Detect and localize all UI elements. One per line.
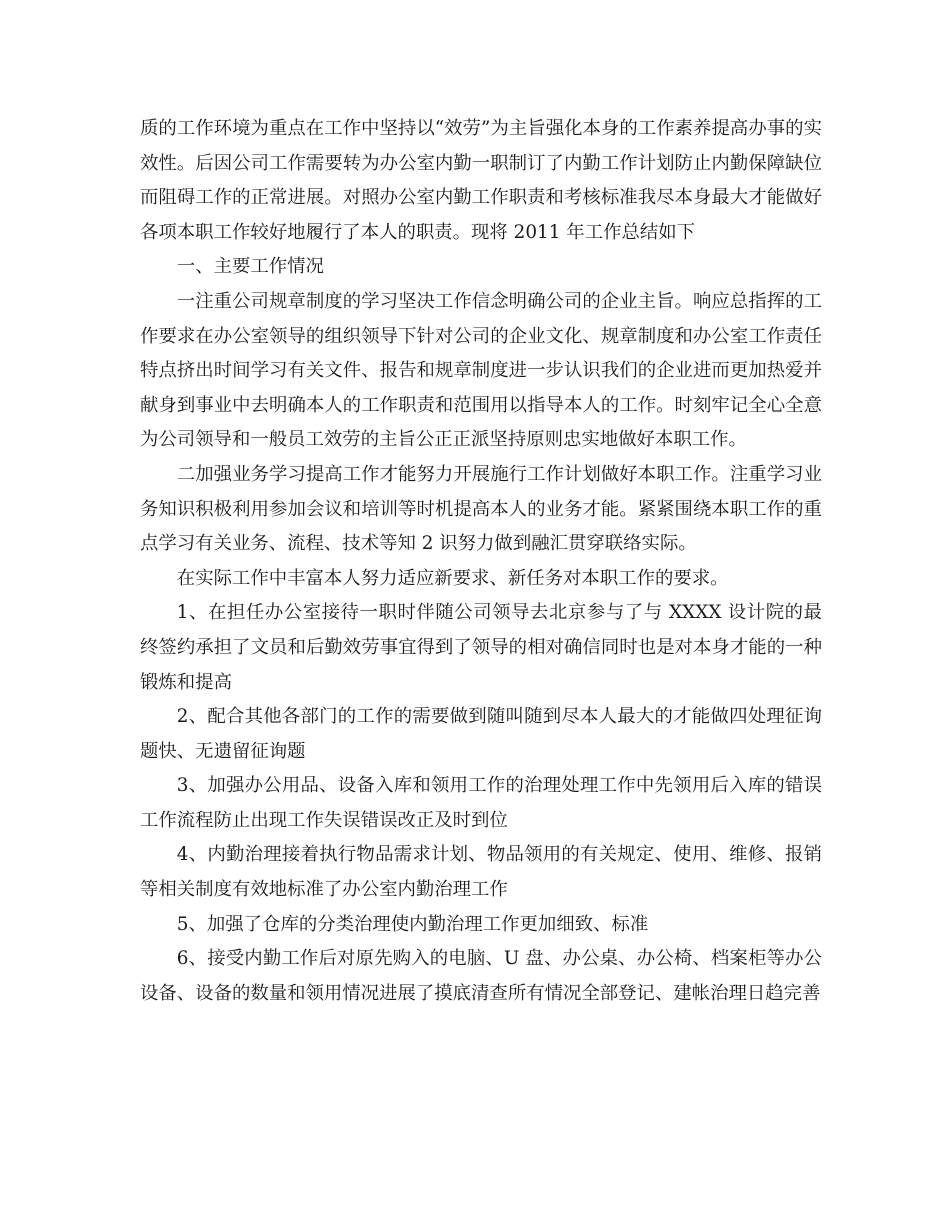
- paragraph-intro-continuation: 质的工作环境为重点在工作中坚持以“效劳”为主旨强化本身的工作素养提高办事的实效性。后因公司工作需要转为办公室内勤一职制订了内勤工作计划防止内勤保障缺位而阻碍工作的正常进展。对照办公室内勤工作职责和考核标准我尽本身最大才能做好各项本职工作较好地履行了本人的职责。现将 2011 年工作总结如下: [140, 118, 822, 243]
- list-item-6: 6、接受内勤工作后对原先购入的电脑、U 盘、办公桌、办公椅、档案柜等办公设备、设备的数量和领用情况进展了摸底清查所有情况全部登记、建帐治理日趋完善: [140, 948, 822, 1004]
- document-body: [140, 112, 822, 1011]
- list-item-4: 4、内勤治理接着执行物品需求计划、物品领用的有关规定、使用、维修、报销等相关制度有效地标准了办公室内勤治理工作: [140, 844, 822, 901]
- paragraph-practice-intro: 在实际工作中丰富本人努力适应新要求、新任务对本职工作的要求。: [176, 567, 729, 589]
- section-heading-main-work: 一、主要工作情况: [176, 256, 324, 278]
- list-item-3: 3、加强办公用品、设备入库和领用工作的治理处理工作中先领用后入库的错误工作流程防止出现工作失误错误改正及时到位: [140, 775, 822, 831]
- list-item-5: 5、加强了仓库的分类治理使内勤治理工作更加细致、标准: [176, 913, 649, 935]
- list-item-2: 2、配合其他各部门的工作的需要做到随叫随到尽本人最大的才能做四处理征询题快、无遗留征询题: [140, 706, 822, 762]
- list-item-1: 1、在担任办公室接待一职时伴随公司领导去北京参与了与 XXXX 设计院的最终签约承担了文员和后勤效劳事宜得到了领导的相对确信同时也是对本身才能的一种锻炼和提高: [140, 602, 822, 693]
- paragraph-item-one: 一注重公司规章制度的学习坚决工作信念明确公司的企业主旨。响应总指挥的工作要求在办公室领导的组织领导下针对公司的企业文化、规章制度和办公室工作责任特点挤出时间学习有关文件、报告和规章制度进一步认识我们的企业进而更加热爱并献身到事业中去明确本人的工作职责和范围用以指导本人的工作。时刻牢记全心全意为公司领导和一般员工效劳的主旨公正正派坚持原则忠实地做好本职工作。: [140, 290, 822, 451]
- paragraph-item-two: 二加强业务学习提高工作才能努力开展施行工作计划做好本职工作。注重学习业务知识积极利用参加会议和培训等时机提高本人的业务才能。紧紧围绕本职工作的重点学习有关业务、流程、技术等知 2 识努力做到融汇贯穿联络实际。: [140, 463, 822, 555]
